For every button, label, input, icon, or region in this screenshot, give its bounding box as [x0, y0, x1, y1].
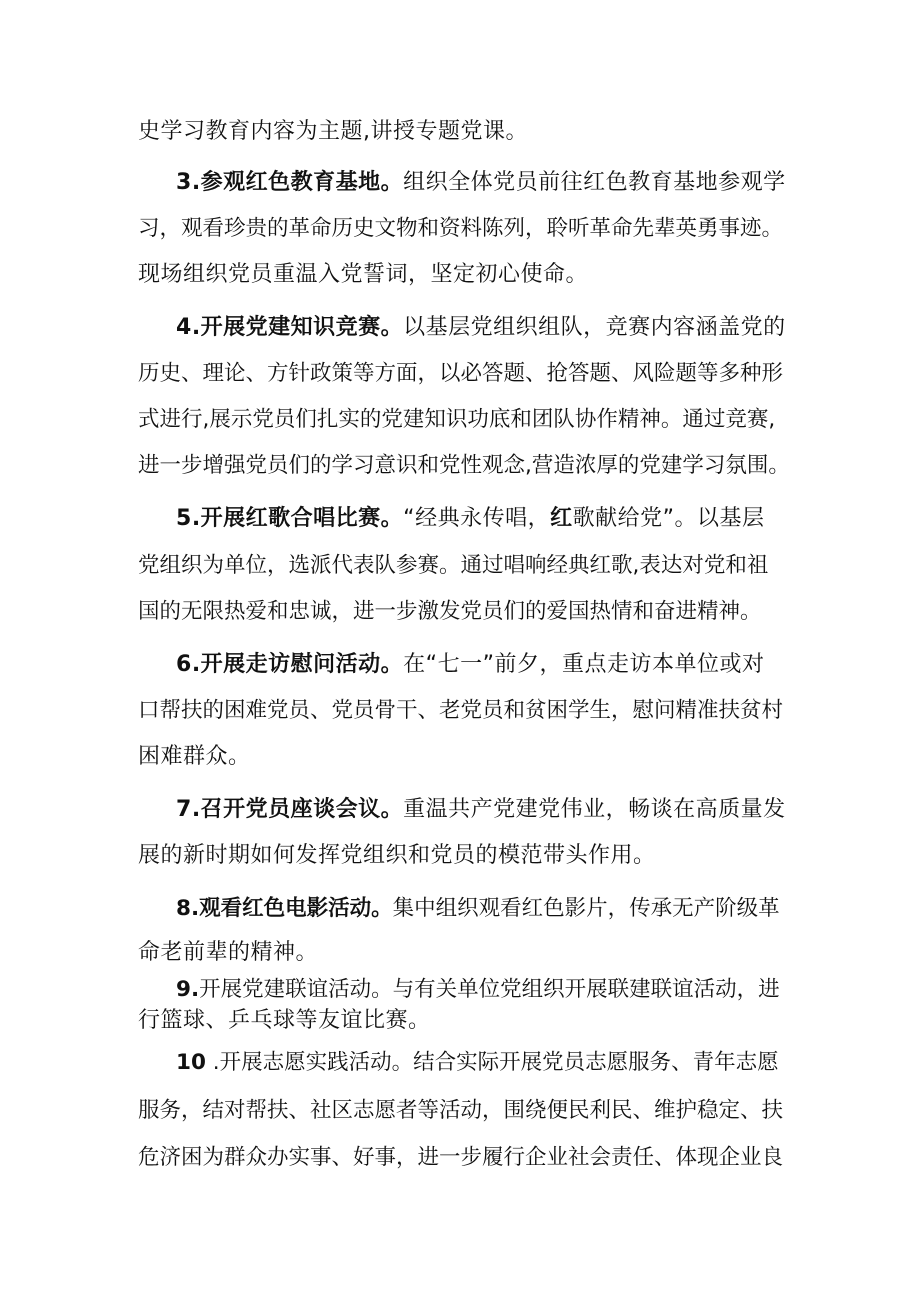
paragraph-line: 命老前辈的精神。 — [138, 940, 319, 965]
item-number: 4 — [176, 315, 192, 340]
paragraph-line: 史学习教育内容为主题,讲授专题党课。 — [138, 119, 528, 144]
paragraph-9-first-line — [176, 975, 780, 1005]
item-number: 5 — [176, 506, 192, 531]
item-text: “经典永传唱， — [403, 506, 551, 531]
paragraph-line: 服务，结对帮扶、社区志愿者等活动，围绕便民利民、维护稳定、扶 — [138, 1098, 784, 1123]
paragraph-8-first-line — [176, 894, 780, 924]
paragraph-6-first-line — [176, 650, 764, 680]
item-number: 7 — [176, 797, 192, 822]
paragraph-line: 困难群众。 — [138, 744, 251, 769]
item-number: 10 — [176, 1050, 206, 1075]
paragraph-5-first-line — [176, 504, 765, 534]
item-number: 6 — [176, 652, 192, 677]
paragraph-10-first-line — [176, 1048, 779, 1078]
paragraph-line: 国的无限热爱和忠诚，进一步激发党员们的爱国热情和奋进精神。 — [138, 599, 762, 624]
paragraph-line: 历史、理论、方针政策等方面，以必答题、抢答题、风险题等多种形 — [138, 361, 784, 386]
paragraph-7-first-line — [176, 795, 786, 825]
paragraph-line: 党组织为单位，选派代表队参赛。通过唱响经典红歌,表达对党和祖 — [138, 553, 769, 578]
item-heading: .参观红色教育基地。 — [191, 170, 404, 195]
item-text: 开展党建联谊活动。与有关单位党组织开展联建联谊活动，进 — [199, 977, 780, 1002]
item-heading: .召开党员座谈会议。 — [191, 797, 404, 822]
paragraph-line: 式进行,展示党员们扎实的党建知识功底和团队协作精神。通过竞赛, — [138, 407, 776, 432]
item-heading: .开展红歌合唱比赛。 — [191, 506, 404, 531]
item-text: 歌献给党”。以基层 — [572, 506, 765, 531]
item-number: 9. — [176, 977, 200, 1002]
item-text: 集中组织观看红色影片，传承无产阶级革 — [392, 896, 780, 921]
paragraph-line: 行篮球、乒乓球等友谊比赛。 — [138, 1008, 431, 1033]
item-heading: .开展走访慰问活动。 — [191, 652, 404, 677]
item-text-bold: 红 — [550, 506, 573, 531]
paragraph-line: 进一步增强党员们的学习意识和党性观念,营造浓厚的党建学习氛围。 — [138, 453, 790, 478]
item-number: 3 — [176, 170, 192, 195]
item-text: .开展志愿实践活动。结合实际开展党员志愿服务、青年志愿 — [205, 1050, 779, 1075]
item-text: 组织全体党员前往红色教育基地参观学 — [403, 170, 786, 195]
paragraph-line: 习，观看珍贵的革命历史文物和资料陈列，聆听革命先辈英勇事迹。 — [138, 216, 784, 241]
item-heading: 观看红色电影活动。 — [199, 896, 393, 921]
item-number: 8. — [176, 896, 200, 921]
paragraph-line: 危济困为群众办实事、好事，进一步履行企业社会责任、体现企业良 — [138, 1145, 784, 1170]
item-text: 在“七一”前夕，重点走访本单位或对 — [403, 652, 765, 677]
paragraph-line: 口帮扶的困难党员、党员骨干、老党员和贫困学生，慰问精准扶贫村 — [138, 698, 784, 723]
item-text: 以基层党组织组队，竞赛内容涵盖党的 — [403, 315, 786, 340]
paragraph-4-first-line — [176, 313, 786, 343]
paragraph-line: 现场组织党员重温入党誓词，坚定初心使命。 — [138, 262, 589, 287]
item-text: 重温共产党建党伟业，畅谈在高质量发 — [403, 797, 786, 822]
paragraph-line: 展的新时期如何发挥党组织和党员的模范带头作用。 — [138, 843, 656, 868]
item-heading: .开展党建知识竞赛。 — [191, 315, 404, 340]
paragraph-3-first-line — [176, 168, 786, 198]
